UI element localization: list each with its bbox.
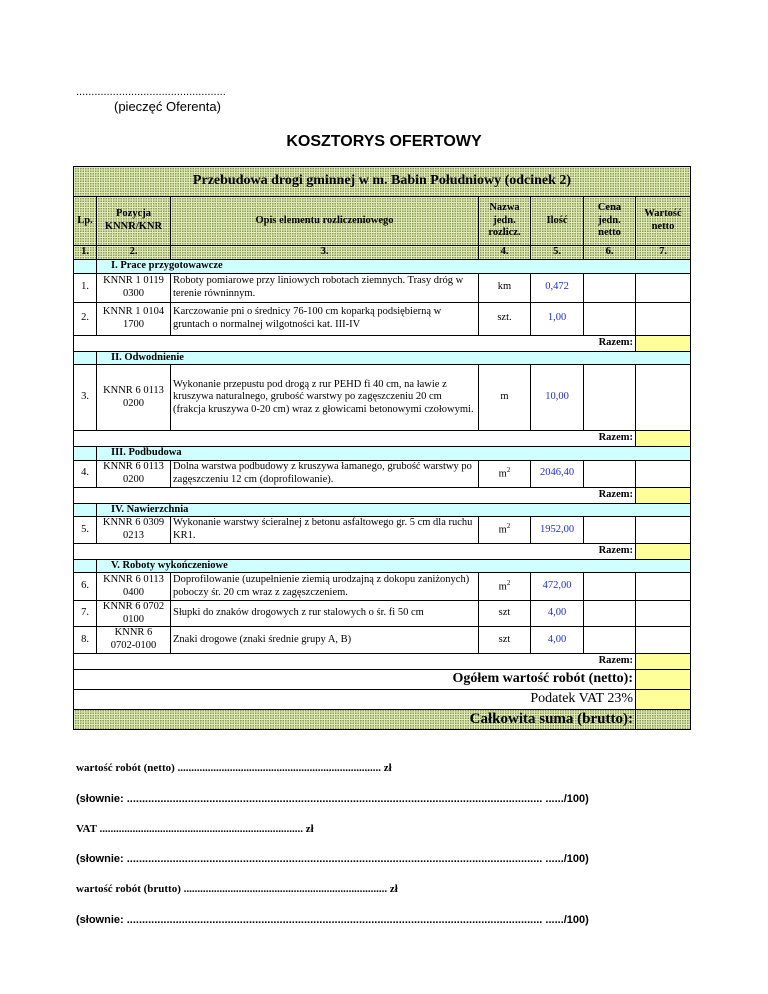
item-quantity: 472,00 <box>531 573 584 601</box>
item-unit-text: km <box>497 281 512 293</box>
section-title: III. Podbudowa <box>97 447 691 461</box>
total-gross-value <box>636 709 691 729</box>
item-position-code: KNNR 1 0119 <box>103 275 164 286</box>
table-row <box>74 517 691 543</box>
header-cena: Cena jedn. netto <box>584 197 636 246</box>
item-quantity: 10,00 <box>531 365 584 431</box>
item-position-variant: 0702-0100 <box>110 639 157 651</box>
table-row <box>74 273 691 302</box>
item-unit-price <box>584 460 636 487</box>
subtotal-label: Razem: <box>74 431 636 447</box>
table-row <box>74 302 691 335</box>
subtotal-row <box>74 431 691 447</box>
item-net-value <box>636 517 691 543</box>
header-lp: Lp. <box>74 197 97 246</box>
item-position-code: KNNR 6 0113 <box>103 385 164 397</box>
item-unit-text: szt <box>498 633 511 645</box>
subtotal-value <box>636 335 691 351</box>
section-row <box>74 351 691 365</box>
item-unit-price <box>584 302 636 335</box>
item-unit-text: szt <box>498 607 511 619</box>
item-unit <box>479 273 531 302</box>
header-opis: Opis elementu rozliczeniowego <box>171 197 479 246</box>
item-unit-text: m <box>500 391 509 403</box>
header-pozycja: Pozycja KNNR/KNR <box>97 197 171 246</box>
item-unit <box>479 627 531 653</box>
item-quantity: 1,00 <box>531 302 584 335</box>
total-net-value <box>636 669 691 689</box>
item-description: Doprofilowanie (uzupełnienie ziemią urodzajną z dokopu zaniżonych) poboczy śr. 20 cm wraz z zagęszczeniem. <box>171 573 479 601</box>
item-unit-price <box>584 627 636 653</box>
subtotal-row <box>74 543 691 559</box>
section-row <box>74 559 691 573</box>
item-description: Dolna warstwa podbudowy z kruszywa łamanego, grubość warstwy po zagęszczeniu 12 cm (doprofilowanie). <box>171 460 479 487</box>
item-quantity: 4,00 <box>531 601 584 627</box>
item-quantity: 2046,40 <box>531 460 584 487</box>
item-lp: 1. <box>74 273 97 302</box>
colnum-5: 5. <box>531 246 584 260</box>
item-position-code: KNNR 6 0702 <box>102 601 165 613</box>
section-title: IV. Nawierzchnia <box>97 503 691 517</box>
total-gross-label: Całkowita suma (brutto): <box>74 709 636 729</box>
item-position-code: KNNR 6 0113 <box>103 574 164 586</box>
section-row <box>74 447 691 461</box>
item-position-variant: 1700 <box>123 318 144 330</box>
total-net-row <box>74 669 691 689</box>
table-row <box>74 627 691 653</box>
subtotal-value <box>636 543 691 559</box>
section-row <box>74 260 691 274</box>
item-unit-exponent: 2 <box>506 466 511 475</box>
section-spacer <box>74 351 97 365</box>
item-unit-text: szt. <box>497 312 512 324</box>
item-unit <box>479 460 531 487</box>
item-position <box>97 460 171 487</box>
header-jedn: Nazwa jedn. rozlicz. <box>479 197 531 246</box>
colnum-4: 4. <box>479 246 531 260</box>
item-description: Wykonanie warstwy ścieralnej z betonu asfaltowego gr. 5 cm dla ruchu KR1. <box>171 517 479 543</box>
item-lp: 7. <box>74 601 97 627</box>
colnum-1: 1. <box>74 246 97 260</box>
header-ilosc: Ilość <box>531 197 584 246</box>
footer-gross-value: wartość robót (brutto) .......................................................................... zł <box>76 883 398 895</box>
item-position <box>97 302 171 335</box>
item-quantity: 4,00 <box>531 627 584 653</box>
item-description: Roboty pomiarowe przy liniowych robotach ziemnych. Trasy dróg w terenie równinnym. <box>171 273 479 302</box>
item-description: Karczowanie pni o średnicy 76-100 cm koparką podsiębierną w gruntach o normalnej wilgotności kat. III-IV <box>171 302 479 335</box>
item-unit-text: m <box>498 468 507 480</box>
table-row <box>74 365 691 431</box>
item-description: Wykonanie przepustu pod drogą z rur PEHD fi 40 cm, na ławie z kruszywa naturalnego, grubość warstwy po zagęszczeniu 20 cm (frakcja kruszywa 0-20 cm) wraz z głowicami betonowymi czołowymi. <box>171 365 479 431</box>
item-lp: 8. <box>74 627 97 653</box>
section-spacer <box>74 559 97 573</box>
subtotal-label: Razem: <box>74 653 636 669</box>
vat-value <box>636 689 691 709</box>
subtotal-value <box>636 431 691 447</box>
subtotal-row <box>74 335 691 351</box>
item-unit <box>479 573 531 601</box>
colnum-2: 2. <box>97 246 171 260</box>
project-title: Przebudowa drogi gminnej w m. Babin Południowy (odcinek 2) <box>74 167 691 197</box>
item-unit-price <box>584 365 636 431</box>
section-title: V. Roboty wykończeniowe <box>97 559 691 573</box>
item-unit-exponent: 2 <box>506 522 511 531</box>
item-position <box>97 517 171 543</box>
item-quantity: 0,472 <box>531 273 584 302</box>
footer-words-1: (słownie: ........................................................................................................................................ ....../100) <box>76 793 589 805</box>
item-lp: 2. <box>74 302 97 335</box>
colnum-6: 6. <box>584 246 636 260</box>
item-quantity: 1952,00 <box>531 517 584 543</box>
table-row <box>74 573 691 601</box>
subtotal-label: Razem: <box>74 487 636 503</box>
page-title: KOSZTORYS OFERTOWY <box>286 133 482 150</box>
colnum-3: 3. <box>171 246 479 260</box>
item-unit <box>479 365 531 431</box>
item-position <box>97 601 171 627</box>
item-net-value <box>636 302 691 335</box>
item-position <box>97 365 171 431</box>
footer-vat: VAT .......................................................................... zł <box>76 823 314 835</box>
item-position <box>97 273 171 302</box>
subtotal-value <box>636 487 691 503</box>
subtotal-row <box>74 653 691 669</box>
item-position <box>97 573 171 601</box>
total-gross-row <box>74 709 691 729</box>
item-position-code: KNNR 6 0113 <box>103 461 164 473</box>
item-lp: 3. <box>74 365 97 431</box>
section-spacer <box>74 503 97 517</box>
vat-row <box>74 689 691 709</box>
item-unit <box>479 302 531 335</box>
item-description: Słupki do znaków drogowych z rur stalowych o śr. fi 50 cm <box>171 601 479 627</box>
item-net-value <box>636 460 691 487</box>
stamp-label: (pieczęć Oferenta) <box>114 99 221 114</box>
item-unit <box>479 517 531 543</box>
item-unit-price <box>584 573 636 601</box>
item-unit-exponent: 2 <box>506 579 511 588</box>
item-net-value <box>636 573 691 601</box>
item-net-value <box>636 273 691 302</box>
total-net-label: Ogółem wartość robót (netto): <box>74 669 636 689</box>
item-position-variant: 0100 <box>123 613 144 625</box>
table-row <box>74 601 691 627</box>
item-position-variant: 0400 <box>123 586 144 598</box>
stamp-dotted-line: ................................................. <box>76 86 226 98</box>
item-unit-text: m <box>498 524 507 536</box>
item-net-value <box>636 627 691 653</box>
section-title: II. Odwodnienie <box>97 351 691 365</box>
footer-net-value: wartość robót (netto) .......................................................................... zł <box>76 762 392 774</box>
item-position-code: KNNR 6 <box>114 627 153 639</box>
item-description: Znaki drogowe (znaki średnie grupy A, B) <box>171 627 479 653</box>
subtotal-value <box>636 653 691 669</box>
item-position-variant: 0300 <box>123 287 144 299</box>
item-lp: 6. <box>74 573 97 601</box>
header-wartosc: Wartość netto <box>636 197 691 246</box>
item-net-value <box>636 601 691 627</box>
item-position-variant: 0213 <box>123 529 144 541</box>
section-spacer <box>74 447 97 461</box>
item-position-code: KNNR 6 0309 <box>102 517 165 529</box>
footer-words-2: (słownie: ........................................................................................................................................ ....../100) <box>76 853 589 865</box>
item-position-variant: 0200 <box>123 397 144 409</box>
item-lp: 4. <box>74 460 97 487</box>
footer-words-3: (słownie: ........................................................................................................................................ ....../100) <box>76 914 589 926</box>
item-position-code: KNNR 1 0104 <box>102 306 165 317</box>
item-position-variant: 0200 <box>123 473 144 485</box>
section-row <box>74 503 691 517</box>
vat-label: Podatek VAT 23% <box>74 689 636 709</box>
item-unit-price <box>584 273 636 302</box>
subtotal-label: Razem: <box>74 543 636 559</box>
item-net-value <box>636 365 691 431</box>
section-spacer <box>74 260 97 274</box>
item-unit-price <box>584 601 636 627</box>
item-unit <box>479 601 531 627</box>
cost-estimate-table <box>73 166 691 730</box>
colnum-7: 7. <box>636 246 691 260</box>
subtotal-label: Razem: <box>74 335 636 351</box>
table-row <box>74 460 691 487</box>
item-unit-price <box>584 517 636 543</box>
item-lp: 5. <box>74 517 97 543</box>
subtotal-row <box>74 487 691 503</box>
item-unit-text: m <box>498 581 507 593</box>
section-title: I. Prace przygotowawcze <box>97 260 691 274</box>
item-position <box>97 627 171 653</box>
